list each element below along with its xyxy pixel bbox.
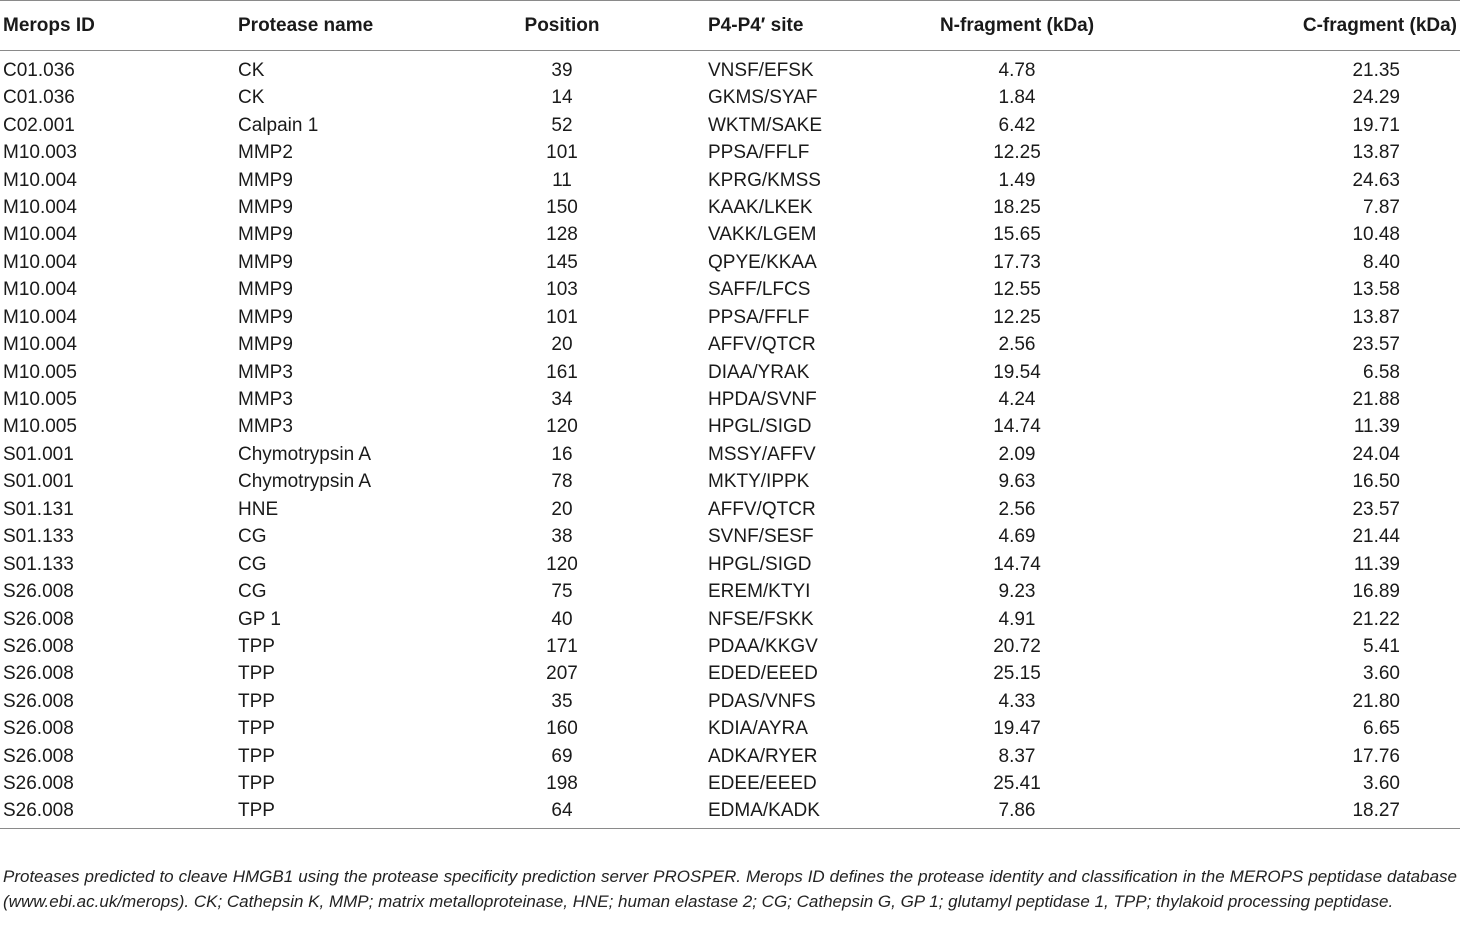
table-row	[0, 633, 1460, 660]
cell-site: GKMS/SYAF	[708, 87, 818, 109]
cell-n-fragment: 4.78	[998, 60, 1036, 81]
cell-n-fragment: 17.73	[993, 251, 1041, 273]
cell-c-fragment: 6.58	[1363, 361, 1400, 383]
header-c-fragment: C-fragment (kDa)	[1186, 1, 1460, 51]
header-site: P4-P4′ site	[654, 1, 880, 51]
cell-protease-name: MMP9	[238, 251, 293, 273]
cell-merops-id: S26.008	[3, 718, 74, 740]
cell-merops-id: S26.008	[0, 797, 236, 829]
cell-protease-name: MMP9	[238, 279, 293, 301]
cell-c-fragment: 8.40	[1363, 251, 1400, 273]
cell-protease-name: MMP3	[238, 389, 293, 411]
cell-c-fragment: 21.44	[1352, 526, 1400, 548]
cell-position: 20	[551, 498, 573, 520]
cell-protease-name: MMP9	[238, 306, 293, 328]
cell-n-fragment: 19.54	[993, 361, 1041, 383]
cell-c-fragment: 16.89	[1352, 581, 1400, 603]
cell-position: 40	[551, 608, 573, 630]
cell-merops-id: S26.008	[3, 663, 74, 685]
cell-merops-id: M10.004	[3, 196, 77, 218]
cell-protease-name: MMP9	[238, 196, 293, 218]
cell-protease-name: Chymotrypsin A	[238, 443, 372, 465]
cell-n-fragment: 1.84	[998, 87, 1036, 109]
cell-merops-id: S26.008	[3, 581, 74, 603]
cell-protease-name: MMP3	[238, 361, 293, 383]
cell-site: EREM/KTYI	[708, 581, 811, 603]
cell-n-fragment: 14.74	[993, 416, 1041, 438]
cell-position: 101	[546, 306, 578, 328]
table-caption: Proteases predicted to cleave HMGB1 using the protease specificity prediction server PROSPER. Merops ID defines the protease identity and classification in the MEROPS peptidase database (www.ebi.ac.uk/merops). CK; Cathepsin K, MMP; matrix metalloproteinase, HNE; human elastase 2; CG; Cathepsin G, GP 1; glutamyl peptidase 1, TPP; thylakoid processing peptidase.	[3, 867, 1457, 911]
cell-merops-id: S26.008	[3, 773, 74, 795]
table-row	[0, 413, 1460, 440]
cell-n-fragment: 15.65	[993, 224, 1041, 246]
cell-position: 14	[551, 87, 573, 109]
cell-n-fragment: 4.69	[998, 526, 1036, 548]
cell-site: ADKA/RYER	[708, 745, 818, 767]
cell-merops-id: S01.001	[3, 471, 74, 493]
cell-c-fragment: 10.48	[1352, 224, 1400, 246]
cell-merops-id: C01.036	[3, 60, 75, 81]
cell-n-fragment: 25.41	[993, 773, 1041, 795]
cell-protease-name: TPP	[238, 745, 275, 767]
cell-site: MSSY/AFFV	[708, 443, 816, 465]
cell-position: 207	[546, 663, 578, 685]
cell-protease-name: MMP9	[238, 334, 293, 356]
cell-n-fragment: 2.56	[998, 334, 1036, 356]
cell-site: VAKK/LGEM	[708, 224, 817, 246]
cell-site: PDAA/KKGV	[708, 635, 818, 657]
cell-merops-id: S26.008	[3, 745, 74, 767]
table-row	[0, 166, 1460, 193]
cell-c-fragment: 7.87	[1363, 196, 1400, 218]
cell-n-fragment: 1.49	[998, 169, 1036, 191]
cell-position: 145	[546, 251, 578, 273]
cell-n-fragment: 18.25	[993, 196, 1041, 218]
cell-n-fragment: 20.72	[993, 635, 1041, 657]
cell-site: HPGL/SIGD	[708, 416, 812, 438]
cell-merops-id: M10.004	[3, 224, 77, 246]
table-row	[0, 715, 1460, 742]
cell-site: KAAK/LKEK	[708, 196, 813, 218]
table-row	[0, 194, 1460, 221]
cell-protease-name: CG	[238, 526, 267, 548]
table-row	[0, 688, 1460, 715]
table-header	[0, 1, 1460, 51]
cell-n-fragment: 12.55	[993, 279, 1041, 301]
cell-n-fragment: 12.25	[993, 306, 1041, 328]
cell-position: 128	[546, 224, 578, 246]
table-row	[0, 578, 1460, 605]
cell-merops-id: S01.001	[3, 443, 74, 465]
table-row	[0, 249, 1460, 276]
cell-merops-id: M10.004	[3, 251, 77, 273]
cell-position: 39	[551, 60, 573, 81]
cell-protease-name: TPP	[238, 663, 275, 685]
cell-c-fragment: 19.71	[1352, 114, 1400, 136]
cell-position: 150	[546, 196, 578, 218]
cell-site: WKTM/SAKE	[708, 114, 823, 136]
table-row	[0, 523, 1460, 550]
table-row	[0, 139, 1460, 166]
cell-c-fragment: 21.88	[1352, 389, 1400, 411]
cell-n-fragment: 2.09	[998, 443, 1036, 465]
cell-c-fragment: 23.57	[1352, 334, 1400, 356]
cell-protease-name: TPP	[238, 690, 275, 712]
table-row	[0, 386, 1460, 413]
cell-protease-name: Calpain 1	[238, 114, 319, 136]
table-row	[0, 797, 1460, 829]
cell-c-fragment: 13.58	[1352, 279, 1400, 301]
cell-n-fragment: 8.37	[998, 745, 1036, 767]
cell-position: 35	[551, 690, 573, 712]
cell-merops-id: S01.133	[3, 553, 74, 575]
cell-c-fragment: 24.63	[1352, 169, 1400, 191]
cell-position: 16	[551, 443, 573, 465]
cell-merops-id: S26.008	[3, 608, 74, 630]
table-row	[0, 441, 1460, 468]
cell-merops-id: S26.008	[3, 635, 74, 657]
header-row	[0, 1, 1460, 51]
cell-site: SVNF/SESF	[708, 526, 814, 548]
cell-position: 171	[546, 635, 578, 657]
cell-site: MKTY/IPPK	[708, 471, 810, 493]
cell-c-fragment: 21.35	[1352, 60, 1400, 81]
cell-merops-id: M10.005	[3, 389, 77, 411]
cell-n-fragment: 7.86	[880, 797, 1186, 829]
cell-c-fragment: 6.65	[1363, 718, 1400, 740]
cell-n-fragment: 9.23	[998, 581, 1036, 603]
cell-position: 161	[546, 361, 578, 383]
cell-c-fragment: 24.29	[1352, 87, 1400, 109]
cell-protease-name: TPP	[238, 773, 275, 795]
cell-protease-name: CK	[238, 87, 265, 109]
header-merops-id: Merops ID	[0, 1, 236, 51]
cell-position: 34	[551, 389, 573, 411]
cell-protease-name: Chymotrypsin A	[238, 471, 372, 493]
table-row	[0, 221, 1460, 248]
cell-c-fragment: 5.41	[1363, 635, 1400, 657]
cell-protease-name: TPP	[238, 718, 275, 740]
cell-site: EDMA/KADK	[654, 797, 880, 829]
table-row	[0, 496, 1460, 523]
cell-protease-name: CK	[238, 60, 265, 81]
cell-protease-name: GP 1	[238, 608, 281, 630]
header-position: Position	[470, 1, 654, 51]
cell-merops-id: M10.004	[3, 279, 77, 301]
cell-site: HPDA/SVNF	[708, 389, 817, 411]
cell-n-fragment: 4.24	[998, 389, 1036, 411]
cell-site: KPRG/KMSS	[708, 169, 821, 191]
table-row	[0, 468, 1460, 495]
cell-site: KDIA/AYRA	[708, 718, 808, 740]
cell-position: 103	[546, 279, 578, 301]
cell-c-fragment: 16.50	[1352, 471, 1400, 493]
table-row	[0, 111, 1460, 138]
cell-c-fragment: 24.04	[1352, 443, 1400, 465]
cell-c-fragment: 17.76	[1352, 745, 1400, 767]
header-n-fragment: N-fragment (kDa)	[880, 1, 1186, 51]
cell-site: PPSA/FFLF	[708, 142, 810, 164]
cell-site: NFSE/FSKK	[708, 608, 814, 630]
cell-position: 38	[551, 526, 573, 548]
cell-protease-name: TPP	[236, 797, 470, 829]
cell-protease-name: MMP3	[238, 416, 293, 438]
cell-c-fragment: 3.60	[1363, 773, 1400, 795]
cell-c-fragment: 21.80	[1352, 690, 1400, 712]
cell-c-fragment: 3.60	[1363, 663, 1400, 685]
cell-merops-id: M10.005	[3, 361, 77, 383]
cell-c-fragment: 23.57	[1352, 498, 1400, 520]
cell-position: 120	[546, 416, 578, 438]
cell-position: 75	[551, 581, 573, 603]
cell-n-fragment: 14.74	[993, 553, 1041, 575]
table-row	[0, 331, 1460, 358]
cell-site: AFFV/QTCR	[708, 498, 816, 520]
cell-site: EDED/EEED	[708, 663, 818, 685]
table-row	[0, 84, 1460, 111]
cell-n-fragment: 25.15	[993, 663, 1041, 685]
table-row	[0, 743, 1460, 770]
table-row	[0, 550, 1460, 577]
cell-merops-id: S01.131	[3, 498, 74, 520]
cell-position: 11	[552, 169, 572, 191]
table-row	[0, 660, 1460, 687]
table-row	[0, 770, 1460, 797]
cell-n-fragment: 2.56	[998, 498, 1036, 520]
cell-position: 120	[546, 553, 578, 575]
cell-protease-name: HNE	[238, 498, 279, 520]
cell-n-fragment: 9.63	[998, 471, 1036, 493]
cell-c-fragment: 11.39	[1353, 553, 1400, 575]
cell-n-fragment: 19.47	[993, 718, 1041, 740]
cell-merops-id: S01.133	[3, 526, 74, 548]
cell-c-fragment: 18.27	[1186, 797, 1460, 829]
cell-merops-id: M10.003	[3, 142, 77, 164]
cell-position: 69	[551, 745, 573, 767]
cell-position: 101	[546, 142, 578, 164]
cell-c-fragment: 21.22	[1352, 608, 1400, 630]
cell-merops-id: S26.008	[3, 690, 74, 712]
cell-c-fragment: 13.87	[1352, 306, 1400, 328]
cell-site: SAFF/LFCS	[708, 279, 811, 301]
cell-n-fragment: 6.42	[998, 114, 1036, 136]
cell-merops-id: M10.004	[3, 306, 77, 328]
cell-protease-name: TPP	[238, 635, 275, 657]
header-protease-name: Protease name	[236, 1, 470, 51]
cell-site: VNSF/EFSK	[708, 60, 814, 81]
cell-merops-id: M10.004	[3, 169, 77, 191]
cell-site: PDAS/VNFS	[708, 690, 816, 712]
cell-merops-id: C02.001	[3, 114, 75, 136]
table-row	[0, 358, 1460, 385]
cell-protease-name: CG	[238, 553, 267, 575]
cell-merops-id: M10.004	[3, 334, 77, 356]
cell-protease-name: MMP9	[238, 224, 293, 246]
table-row	[0, 304, 1460, 331]
cell-position: 20	[551, 334, 573, 356]
cell-position: 198	[546, 773, 578, 795]
table-row	[0, 276, 1460, 303]
cell-n-fragment: 4.33	[998, 690, 1036, 712]
cell-site: QPYE/KKAA	[708, 251, 817, 273]
cell-position: 64	[470, 797, 654, 829]
table-body	[0, 51, 1460, 829]
cell-n-fragment: 4.91	[998, 608, 1036, 630]
cell-site: EDEE/EEED	[708, 773, 817, 795]
table-row	[0, 605, 1460, 632]
cell-site: DIAA/YRAK	[708, 361, 810, 383]
cell-protease-name: MMP9	[238, 169, 293, 191]
cell-position: 160	[546, 718, 578, 740]
cell-protease-name: CG	[238, 581, 267, 603]
cell-site: HPGL/SIGD	[708, 553, 812, 575]
cell-c-fragment: 11.39	[1353, 416, 1400, 438]
cell-protease-name: MMP2	[238, 142, 293, 164]
cell-position: 52	[551, 114, 573, 136]
cell-c-fragment: 13.87	[1352, 142, 1400, 164]
cell-n-fragment: 12.25	[993, 142, 1041, 164]
cell-merops-id: M10.005	[3, 416, 77, 438]
table-row	[0, 51, 1460, 85]
cell-site: AFFV/QTCR	[708, 334, 816, 356]
cell-site: PPSA/FFLF	[708, 306, 810, 328]
cell-merops-id: C01.036	[3, 87, 75, 109]
cell-position: 78	[551, 471, 573, 493]
